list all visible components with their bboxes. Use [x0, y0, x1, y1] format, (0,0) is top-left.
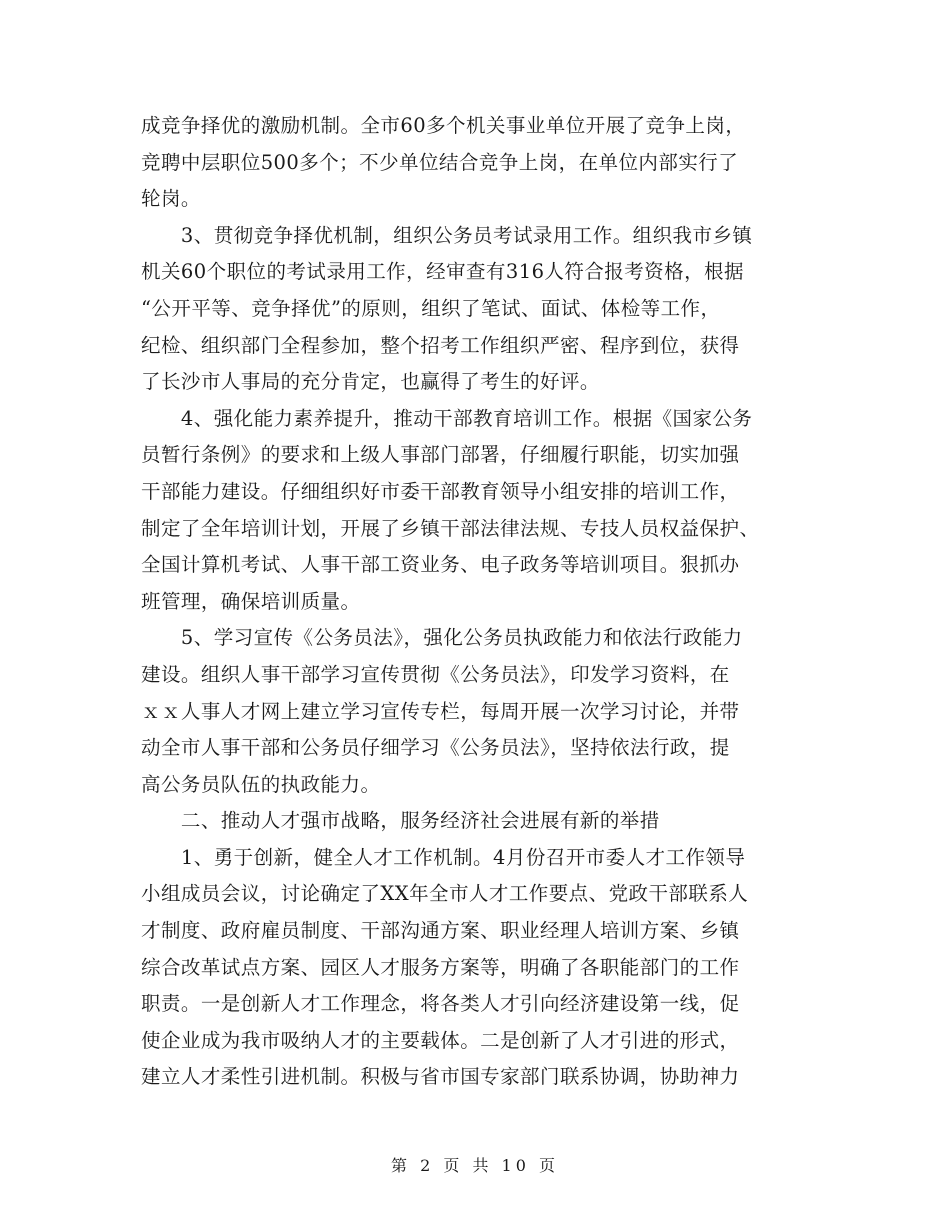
text-line: 建立人才柔性引进机制。积极与省市国专家部门联系协调，协助神力: [141, 1065, 740, 1089]
text-line: ｘｘ人事人才网上建立学习宣传专栏，每周开展一次学习讨论，并带: [141, 699, 740, 723]
text-line: 机关60个职位的考试录用工作，经审查有316人符合报考资格，根据: [141, 260, 744, 284]
text-line: 小组成员会议，讨论确定了XX年全市人才工作要点、党政干部联系人: [141, 882, 749, 906]
text-line: 了长沙市人事局的充分肯定，也赢得了考生的好评。: [141, 370, 600, 394]
text-line: 建设。组织人事干部学习宣传贯彻《公务员法》，印发学习资料，在: [141, 662, 730, 686]
text-line: 职责。一是创新人才工作理念，将各类人才引向经济建设第一线，促: [141, 992, 740, 1016]
heading-line: 二、推动人才强市战略，服务经济社会进展有新的举措: [141, 809, 660, 833]
text-line: 轮岗。: [141, 187, 201, 211]
text-line: 才制度、政府雇员制度、干部沟通方案、职业经理人培训方案、乡镇: [141, 919, 740, 943]
text-line: 员暂行条例》的要求和上级人事部门部署，仔细履行职能，切实加强: [141, 443, 740, 467]
paragraph-p3: [141, 401, 809, 621]
text-line: 干部能力建设。仔细组织好市委干部教育领导小组安排的培训工作，: [141, 479, 740, 503]
section-heading: [141, 803, 809, 840]
text-line: “公开平等、竞争择优”的原则，组织了笔试、面试、体检等工作，: [141, 296, 721, 320]
text-line: 班管理，确保培训质量。: [141, 589, 361, 613]
text-line: 竞聘中层职位500多个；不少单位结合竞争上岗，在单位内部实行了: [141, 150, 739, 174]
text-line: 使企业成为我市吸纳人才的主要载体。二是创新了人才引进的形式，: [141, 1028, 740, 1052]
text-line: 成竞争择优的激励机制。全市60多个机关事业单位开展了竞争上岗，: [141, 114, 746, 137]
paragraph-p4: [141, 620, 809, 803]
text-line: 纪检、组织部门全程参加，整个招考工作组织严密、程序到位，获得: [141, 333, 740, 357]
paragraph-p2: [141, 218, 809, 401]
document-body: [141, 108, 809, 1096]
text-line: 3、贯彻竞争择优机制，组织公务员考试录用工作。组织我市乡镇: [141, 223, 753, 247]
text-line: 全国计算机考试、人事干部工资业务、电子政务等培训项目。狠抓办: [141, 553, 740, 577]
paragraph-p1: [141, 108, 809, 218]
page-number-footer: 第 2 页 共 10 页: [391, 1156, 559, 1175]
text-line: 4、强化能力素养提升，推动干部教育培训工作。根据《国家公务: [141, 406, 753, 430]
text-line: 1、勇于创新，健全人才工作机制。4月份召开市委人才工作领导: [141, 845, 746, 869]
text-line: 综合改革试点方案、园区人才服务方案等，明确了各职能部门的工作: [141, 955, 740, 979]
text-line: 制定了全年培训计划，开展了乡镇干部法律法规、专技人员权益保护、: [141, 516, 760, 540]
text-line: 5、学习宣传《公务员法》，强化公务员执政能力和依法行政能力: [141, 626, 743, 650]
text-line: 高公务员队伍的执政能力。: [141, 772, 381, 796]
text-line: 动全市人事干部和公务员仔细学习《公务员法》，坚持依法行政，提: [141, 736, 730, 760]
paragraph-p6: [141, 840, 809, 1096]
